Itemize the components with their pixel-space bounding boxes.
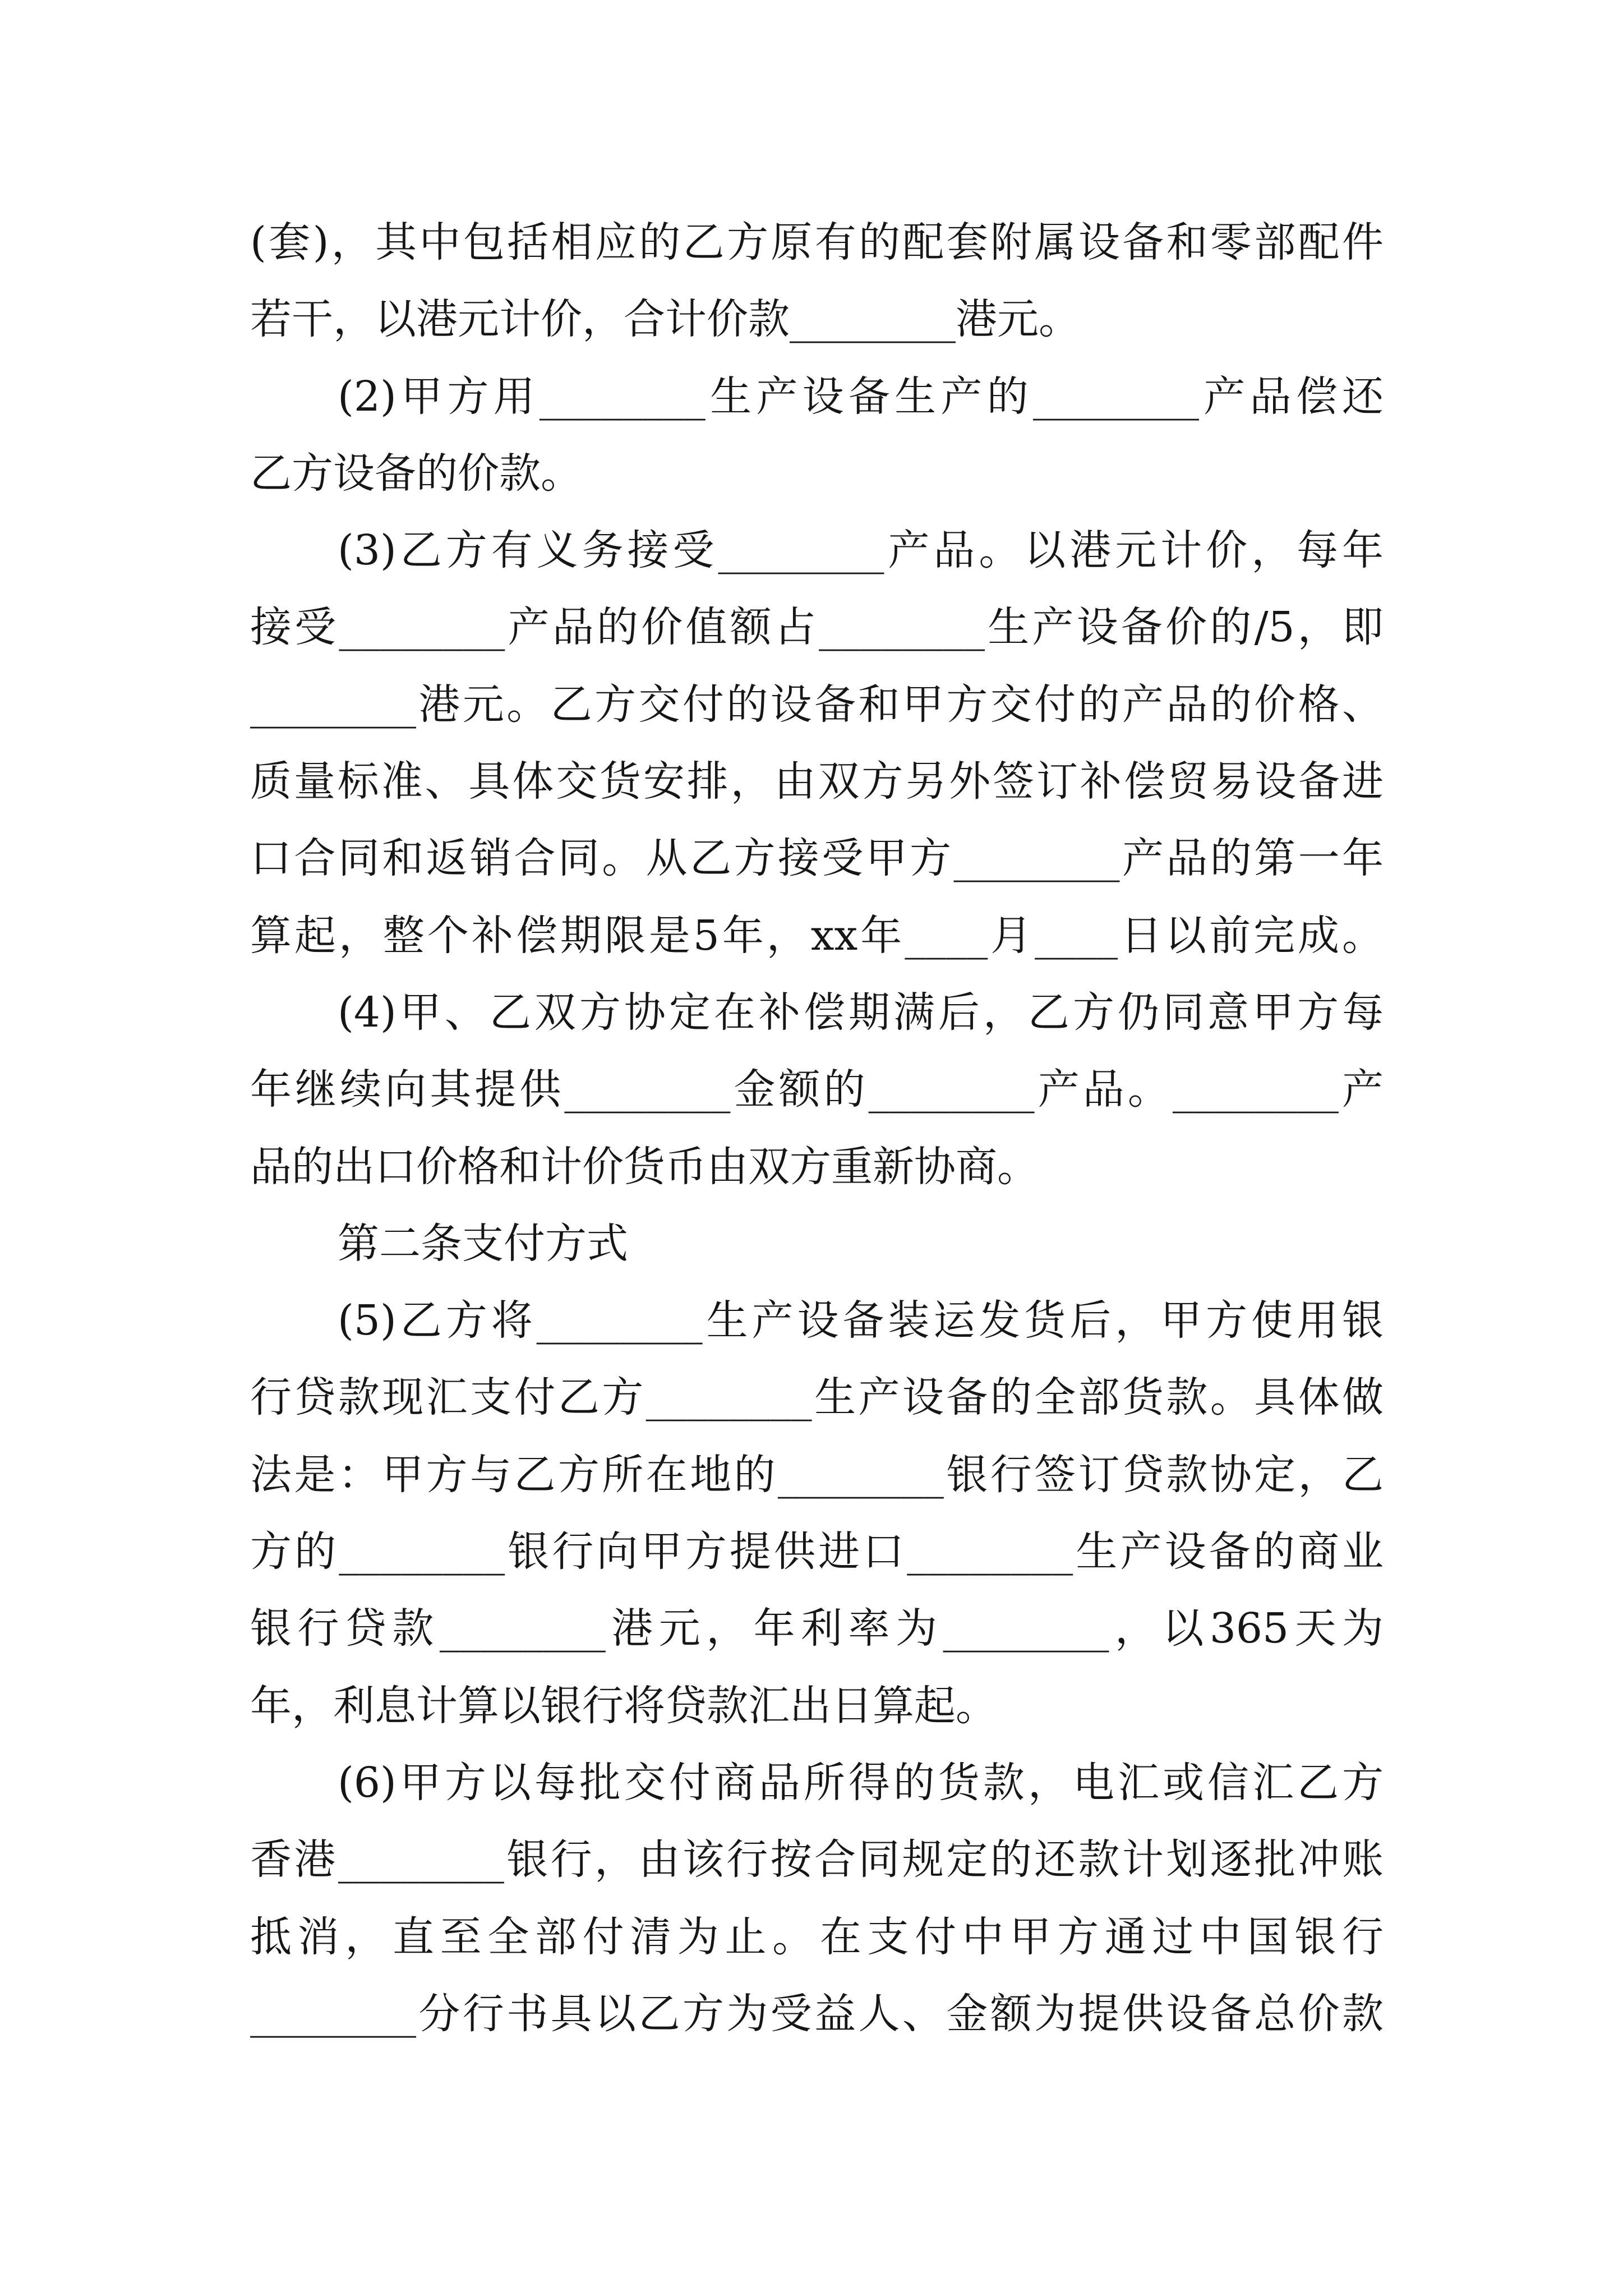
clause-line: (套)，其中包括相应的乙方原有的配套附属设备和零部配件 [250, 218, 1384, 266]
clause-line: 品的出口价格和计价货币由双方重新协商。 [250, 1142, 1039, 1191]
clause-5 [250, 1282, 1384, 1745]
contract-body [250, 204, 1384, 2053]
clause-line: (4)甲、乙双方协定在补偿期满后，乙方仍同意甲方每 [338, 988, 1384, 1037]
clause-line: 法是：甲方与乙方所在地的________银行签订贷款协定，乙 [250, 1450, 1384, 1499]
clause-line: (3)乙方有义务接受________产品。以港元计价，每年 [338, 526, 1384, 575]
clause-line: ________港元。乙方交付的设备和甲方交付的产品的价格、 [250, 680, 1384, 729]
clause-line: 银行贷款________港元，年利率为________，以365天为 [250, 1604, 1384, 1653]
clause-line: 行贷款现汇支付乙方________生产设备的全部货款。具体做 [250, 1373, 1384, 1422]
clause-6 [250, 1745, 1384, 2053]
clause-line: (2)甲方用________生产设备生产的________产品偿还 [338, 372, 1384, 421]
section-heading [250, 1205, 1384, 1282]
clause-line: 香港________银行，由该行按合同规定的还款计划逐批冲账 [250, 1835, 1384, 1884]
clause-3 [250, 512, 1384, 974]
clause-2 [250, 358, 1384, 513]
clause-line: 方的________银行向甲方提供进口________生产设备的商业 [250, 1527, 1384, 1576]
clause-line: 若干，以港元计价，合计价款________港元。 [250, 295, 1080, 344]
clause-line: (5)乙方将________生产设备装运发货后，甲方使用银 [338, 1296, 1384, 1345]
clause-1-continuation [250, 204, 1384, 358]
clause-4 [250, 974, 1384, 1205]
clause-line: 口合同和返销合同。从乙方接受甲方________产品的第一年 [250, 834, 1384, 883]
clause-line: (6)甲方以每批交付商品所得的货款，电汇或信汇乙方 [338, 1758, 1384, 1807]
clause-line: 接受________产品的价值额占________生产设备价的/5，即 [250, 603, 1384, 652]
clause-line: 乙方设备的价款。 [250, 449, 582, 498]
clause-line: 年继续向其提供________金额的________产品。________产 [250, 1065, 1384, 1114]
clause-line: 算起，整个补偿期限是5年，xx年____月____日以前完成。 [250, 911, 1384, 960]
clause-line: 年，利息计算以银行将贷款汇出日算起。 [250, 1681, 997, 1730]
clause-line: 质量标准、具体交货安排，由双方另外签订补偿贸易设备进 [250, 757, 1384, 806]
clause-line: ________分行书具以乙方为受益人、金额为提供设备总价款 [250, 1989, 1384, 2038]
clause-line: 抵消，直至全部付清为止。在支付中甲方通过中国银行 [250, 1912, 1384, 1961]
section-heading-text: 第二条支付方式 [338, 1219, 628, 1268]
